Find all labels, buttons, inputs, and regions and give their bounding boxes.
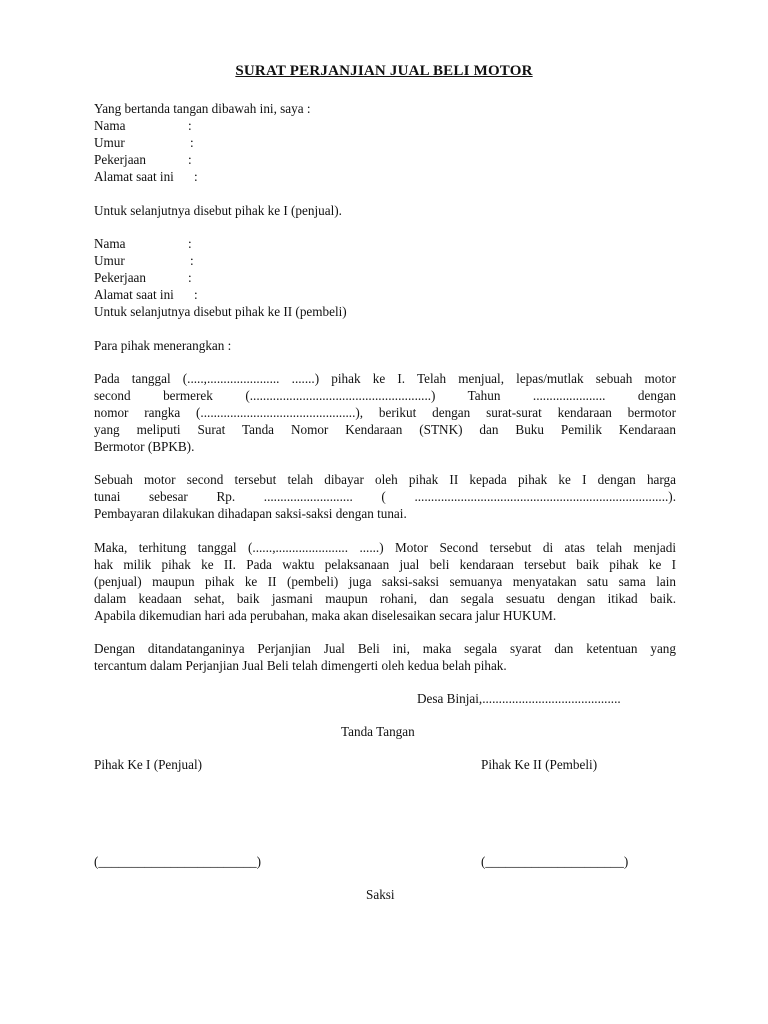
- field-label: Pekerjaan: [94, 270, 146, 285]
- statement-text: Para pihak menerangkan :: [94, 338, 232, 353]
- field-colon: :: [194, 287, 198, 302]
- paragraph-4: [94, 640, 676, 674]
- signature-heading: Tanda Tangan: [341, 724, 415, 739]
- paragraph-1: [94, 370, 676, 455]
- field-label: Pekerjaan: [94, 152, 146, 167]
- paragraph-1-line: Pada tanggal (.....,...................... .......) pihak ke I. Telah menjual, lepas/mutlak sebuah motor: [94, 371, 676, 386]
- paragraph-1-line: Bermotor (BPKB).: [94, 439, 195, 454]
- paragraph-2-line: Sebuah motor second tersebut telah dibayar oleh pihak II kepada pihak ke I dengan harga: [94, 472, 676, 487]
- paragraph-2: [94, 471, 676, 522]
- party2-sign-label: Pihak Ke II (Pembeli): [481, 757, 598, 772]
- paragraph-3-line: hak milik pihak ke II. Pada waktu pelaksanaan jual beli kendaraan tersebut baik pihak ke I: [94, 557, 676, 572]
- party2-fields: [94, 235, 676, 303]
- party1-sign-label: Pihak Ke I (Penjual): [94, 757, 203, 772]
- party1-note: Untuk selanjutnya disebut pihak ke I (penjual).: [94, 203, 342, 218]
- paragraph-2-line: tunai sebesar Rp. ........................... ( .............................................................................).: [94, 489, 676, 504]
- paragraph-1-line: nomor rangka (...............................................), berikut dengan surat-surat kendaraan bermotor: [94, 405, 676, 420]
- field-colon: :: [188, 152, 192, 167]
- paragraph-3: [94, 539, 676, 624]
- party1-sign-line: (________________________): [94, 854, 262, 869]
- party2-section: [94, 235, 676, 320]
- paragraph-2-line: Pembayaran dilakukan dihadapan saksi-saksi dengan tunai.: [94, 506, 407, 521]
- field-label: Alamat saat ini: [94, 287, 174, 302]
- field-colon: :: [188, 118, 192, 133]
- field-label: Nama: [94, 236, 126, 251]
- field-row: [94, 286, 676, 303]
- paragraph-3-line: dalam keadaan sehat, baik jasmani maupun rohani, dan segala sesuatu dengan itikad baik.: [94, 591, 676, 606]
- party2-note: Untuk selanjutnya disebut pihak ke II (pembeli): [94, 304, 347, 319]
- paragraph-1-line: yang meliputi Surat Tanda Nomor Kendaraan (STNK) dan Buku Pemilik Kendaraan: [94, 422, 676, 437]
- witness-label: Saksi: [366, 887, 395, 902]
- field-row: [94, 235, 676, 252]
- field-colon: :: [188, 270, 192, 285]
- paragraph-1-line: second bermerek (.......................................................) Tahun ...................... dengan: [94, 388, 676, 403]
- party2-sign-line: (_____________________): [481, 854, 629, 869]
- field-row: [94, 252, 676, 269]
- field-colon: :: [194, 169, 198, 184]
- field-row: [94, 269, 676, 286]
- field-row: [94, 117, 676, 134]
- field-row: [94, 151, 676, 168]
- party1-section: [94, 100, 676, 185]
- field-row: [94, 168, 676, 185]
- paragraph-3-line: Apabila dikemudian hari ada perubahan, maka akan diselesaikan secara jalur HUKUM.: [94, 608, 557, 623]
- statement-block: [94, 337, 676, 354]
- paragraph-3-line: Maka, terhitung tanggal (......,...................... ......) Motor Second tersebut di atas telah menjadi: [94, 540, 676, 555]
- field-label: Umur: [94, 135, 125, 150]
- field-row: [94, 134, 676, 151]
- field-colon: :: [190, 253, 194, 268]
- paragraph-3-line: (penjual) maupun pihak ke II (pembeli) juga saksi-saksi semuanya menyatakan satu sama lain: [94, 574, 676, 589]
- intro-text: Yang bertanda tangan dibawah ini, saya :: [94, 101, 311, 116]
- field-label: Alamat saat ini: [94, 169, 174, 184]
- paragraph-4-line: Dengan ditandatanganinya Perjanjian Jual Beli ini, maka segala syarat dan ketentuan yang: [94, 641, 676, 656]
- party1-fields: [94, 117, 676, 185]
- field-label: Nama: [94, 118, 126, 133]
- field-label: Umur: [94, 253, 125, 268]
- field-colon: :: [190, 135, 194, 150]
- place-date: Desa Binjai,..........................................: [417, 691, 621, 706]
- paragraph-4-line: tercantum dalam Perjanjian Jual Beli telah dimengerti oleh kedua belah pihak.: [94, 658, 507, 673]
- document-title: SURAT PERJANJIAN JUAL BELI MOTOR: [235, 63, 533, 79]
- party1-note-block: [94, 202, 676, 219]
- field-colon: :: [188, 236, 192, 251]
